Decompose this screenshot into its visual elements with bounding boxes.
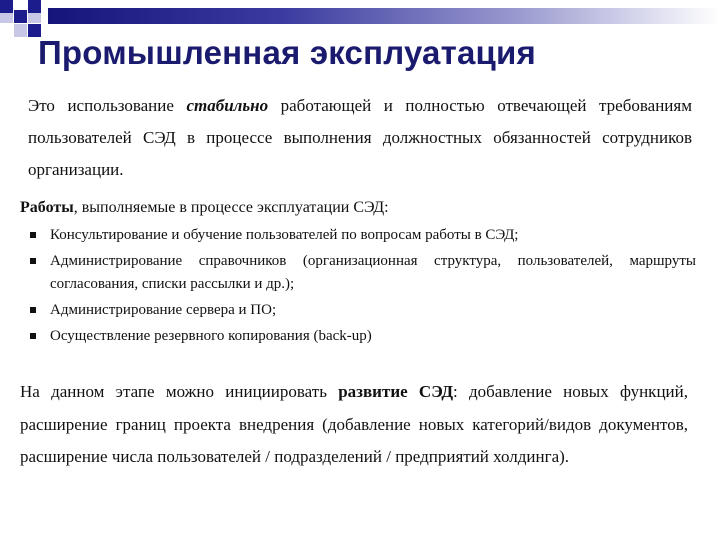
- page-title: Промышленная эксплуатация: [38, 34, 536, 71]
- square-bullet-icon: [30, 232, 36, 238]
- works-heading: [20, 197, 700, 219]
- list-item: [20, 250, 696, 296]
- development-text-end: : добавление новых функций, расширение границ проекта внедрения (добавление новых категорий/видов документов, расширение числа пользователей / подразделений / предприятий холдинга).: [20, 382, 688, 466]
- development-paragraph: [20, 376, 688, 474]
- development-text-start: На данном этапе можно инициировать: [20, 382, 339, 401]
- list-item-text: Администрирование сервера и ПО;: [50, 302, 277, 318]
- list-item: [20, 224, 696, 247]
- development-emphasis: развитие СЭД: [338, 382, 454, 401]
- square-bullet-icon: [30, 258, 36, 264]
- decor-square: [28, 0, 41, 13]
- decor-square: [14, 10, 27, 23]
- header-gradient-bar: [48, 8, 720, 24]
- square-bullet-icon: [30, 333, 36, 339]
- list-item-text: Администрирование справочников (организационная структура, пользователей, маршруты согласования, списки рассылки и др.);: [50, 253, 696, 292]
- decor-square: [0, 0, 13, 13]
- decor-square: [14, 24, 27, 37]
- works-heading-bold: Работы: [20, 199, 74, 216]
- works-list: [20, 224, 696, 351]
- square-bullet-icon: [30, 307, 36, 313]
- intro-emphasis: стабильно: [186, 96, 269, 115]
- works-heading-rest: , выполняемые в процессе эксплуатации СЭД:: [73, 199, 389, 216]
- list-item-text: Осуществление резервного копирования (back-up): [50, 328, 372, 344]
- list-item: [20, 299, 696, 322]
- list-item: [20, 325, 696, 348]
- list-item-text: Консультирование и обучение пользователей по вопросам работы в СЭД;: [50, 227, 519, 243]
- intro-text-start: Это использование: [28, 96, 187, 115]
- intro-paragraph: [28, 90, 692, 186]
- intro-text-end: работающей и полностью отвечающей требованиям пользователей СЭД в процессе выполнения должностных обязанностей сотрудников организации.: [28, 96, 692, 179]
